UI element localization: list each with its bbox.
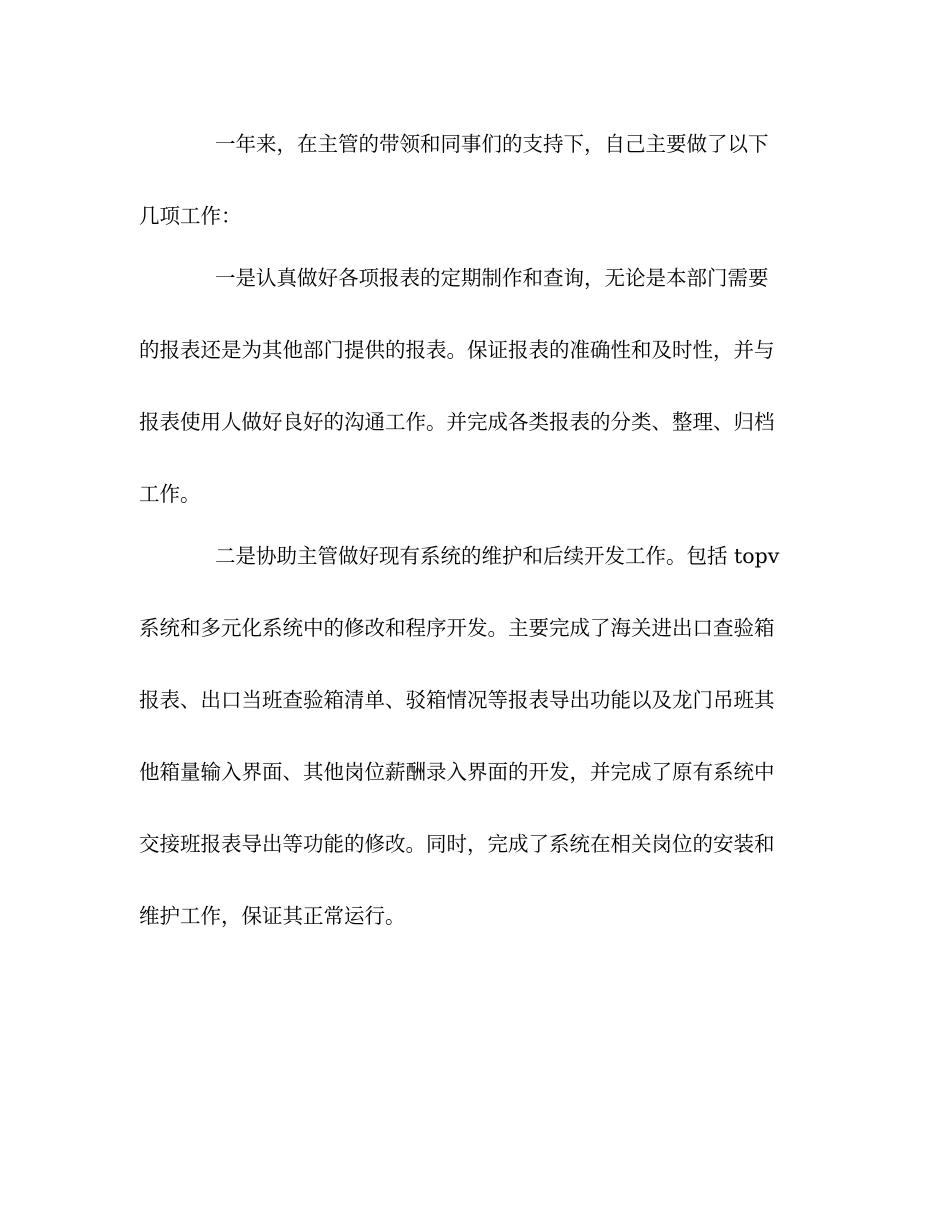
paragraph-2-line-4: 工作。 bbox=[139, 482, 201, 506]
paragraph-3-line-4: 他箱量输入界面、其他岗位薪酬录入界面的开发，并完成了原有系统中 bbox=[139, 760, 775, 784]
paragraph-3-line-3: 报表、出口当班查验箱清单、驳箱情况等报表导出功能以及龙门吊班其 bbox=[139, 688, 775, 712]
paragraph-3-line-6: 维护工作，保证其正常运行。 bbox=[139, 904, 406, 928]
paragraph-2-line-1: 一是认真做好各项报表的定期制作和查询，无论是本部门需要 bbox=[215, 266, 769, 290]
paragraph-2-line-3: 报表使用人做好良好的沟通工作。并完成各类报表的分类、整理、归档 bbox=[139, 410, 775, 434]
paragraph-1-line-1: 一年来，在主管的带领和同事们的支持下，自己主要做了以下 bbox=[215, 132, 769, 156]
paragraph-1-line-2: 几项工作： bbox=[139, 204, 242, 228]
paragraph-3-line-5: 交接班报表导出等功能的修改。同时，完成了系统在相关岗位的安装和 bbox=[139, 832, 775, 856]
paragraph-3-line-1: 二是协助主管做好现有系统的维护和后续开发工作。包括 topv bbox=[215, 544, 780, 568]
paragraph-3-line-2: 系统和多元化系统中的修改和程序开发。主要完成了海关进出口查验箱 bbox=[139, 616, 775, 640]
paragraph-2-line-2: 的报表还是为其他部门提供的报表。保证报表的准确性和及时性，并与 bbox=[139, 338, 775, 362]
